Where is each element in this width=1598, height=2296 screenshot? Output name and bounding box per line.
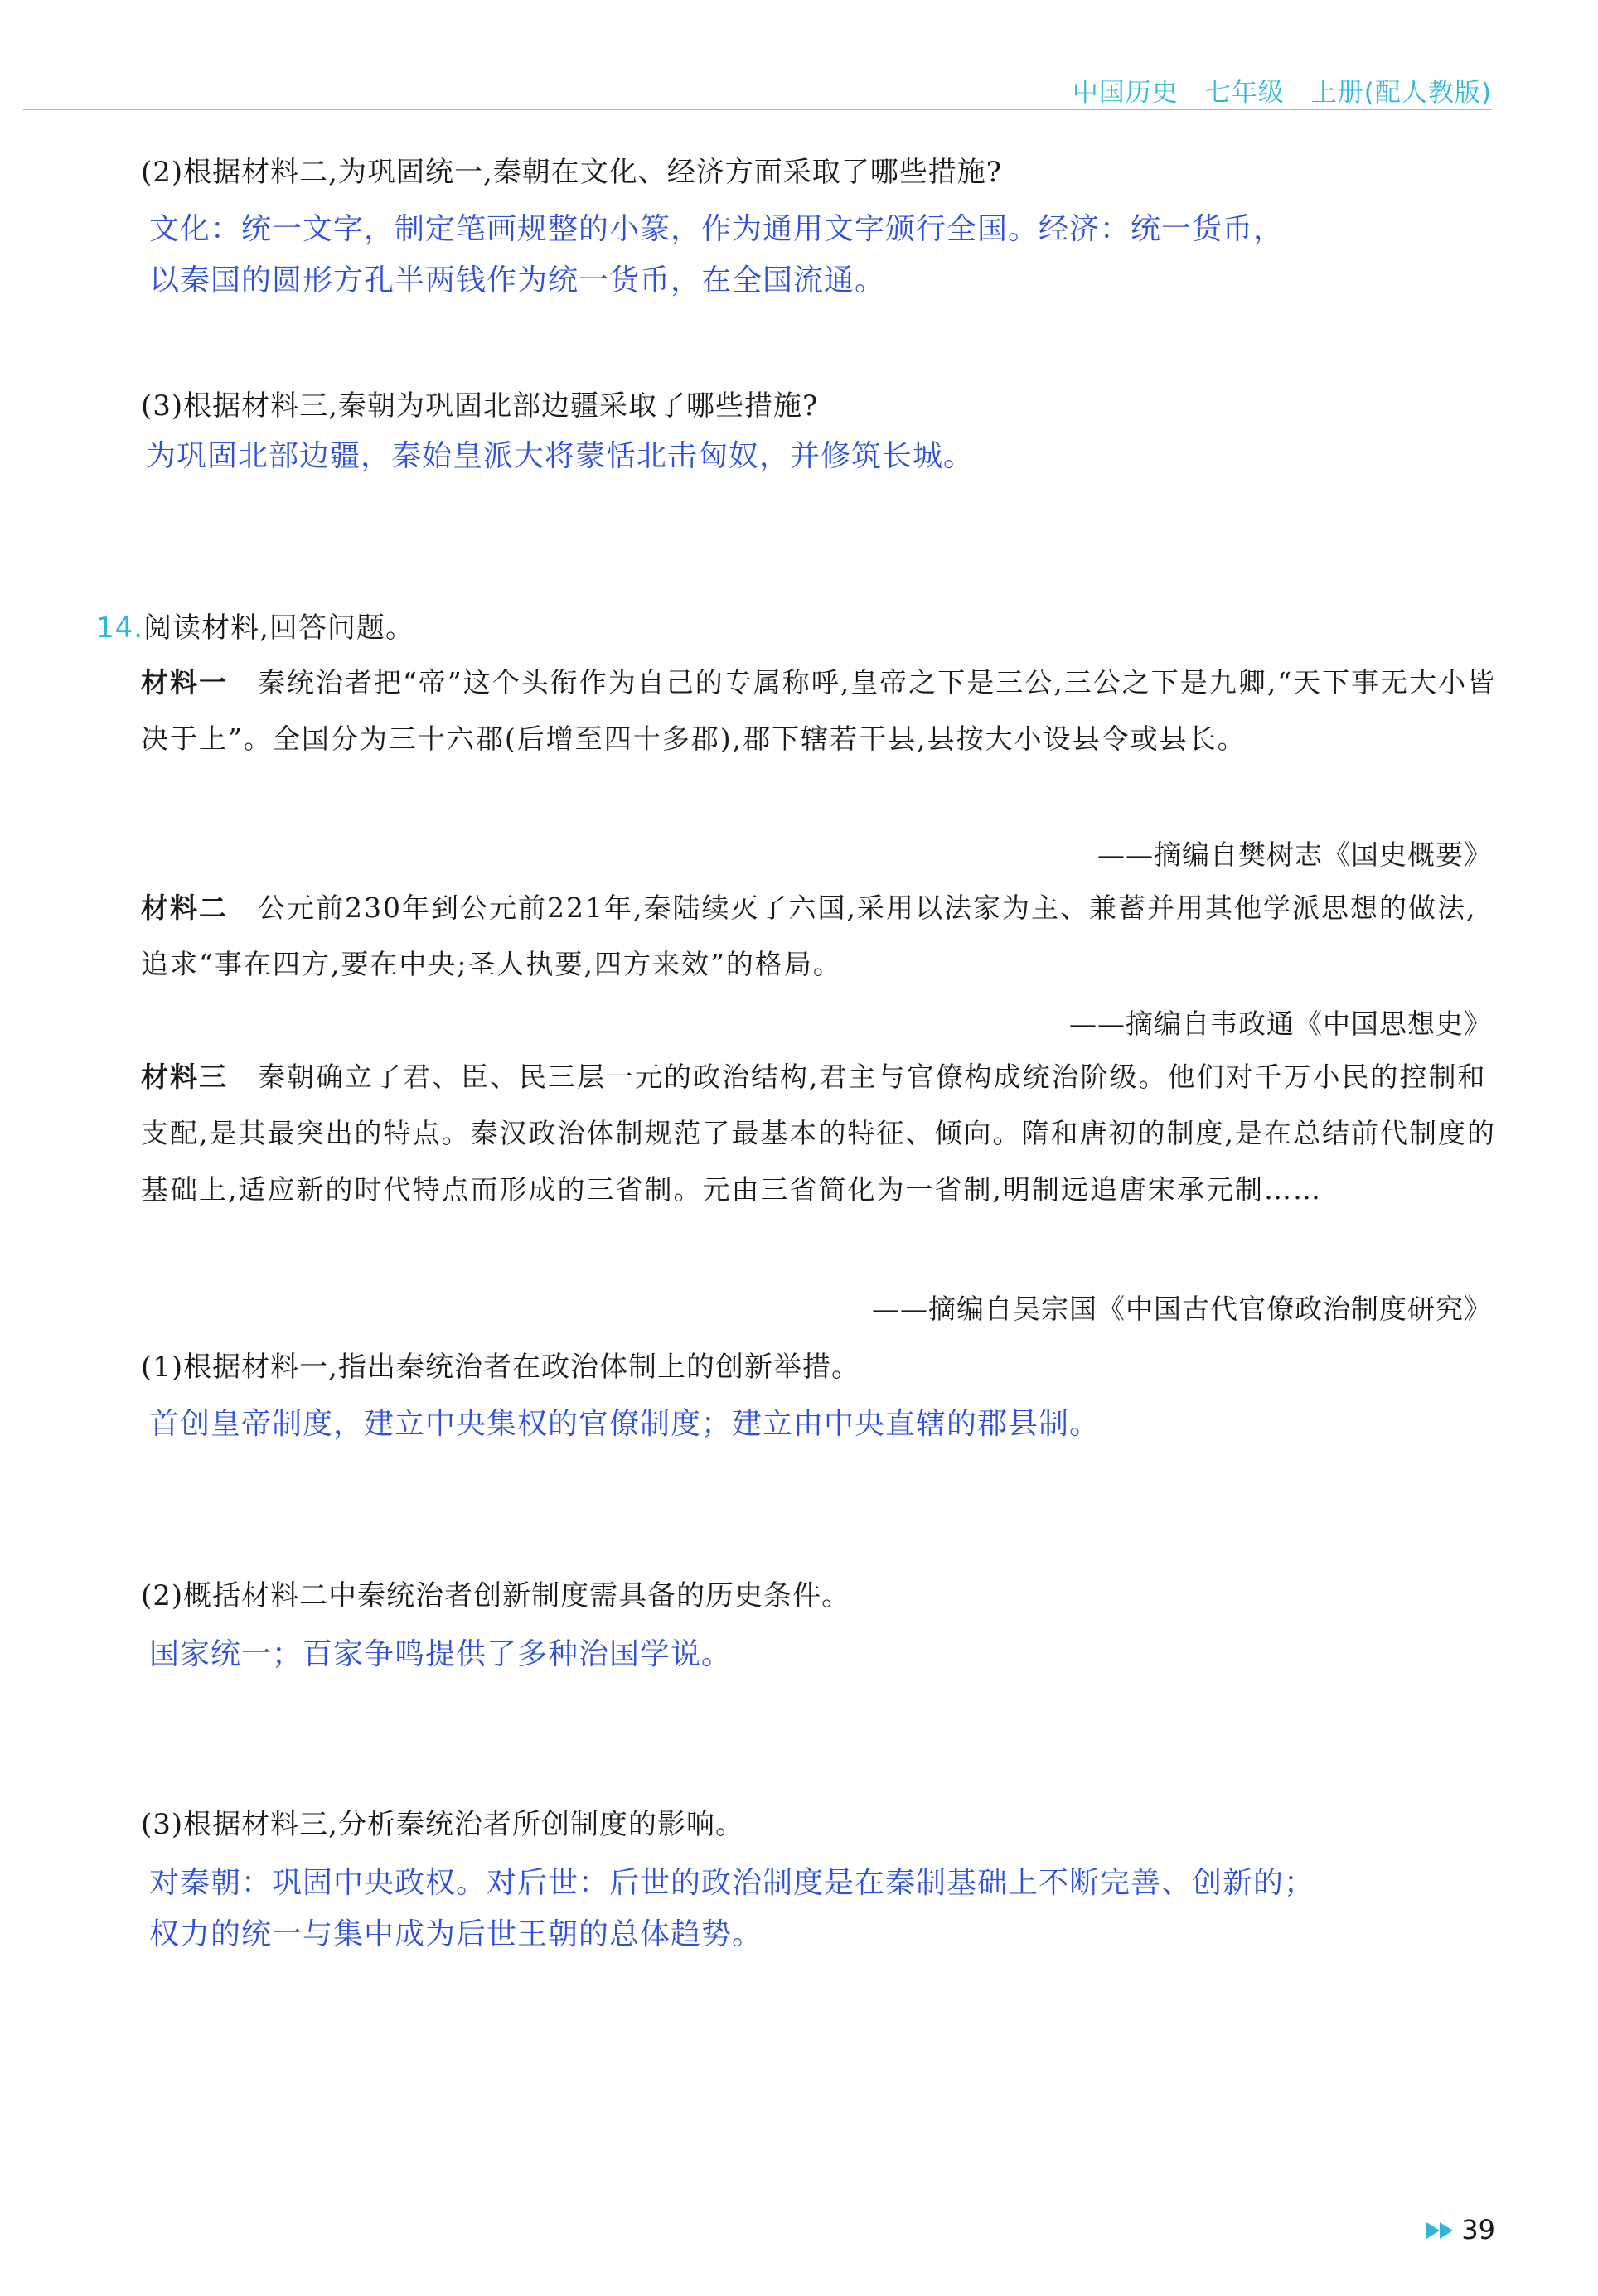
page-number: 39 (1461, 2214, 1495, 2245)
question-13-2: (2)根据材料二,为巩固统一,秦朝在文化、经济方面采取了哪些措施? (141, 156, 1003, 189)
answer-14-1: 首创皇帝制度，建立中央集权的官僚制度；建立由中央直辖的郡县制。 (149, 1407, 1101, 1441)
material-2-label: 材料二 (141, 892, 228, 924)
material-3-text: 秦朝确立了君、臣、民三层一元的政治结构,君主与官僚构成统治阶级。他们对千万小民的控制和支配,是其最突出的特点。秦汉政治体制规范了最基本的特征、倾向。隋和唐初的制度,是在总结前代制度的基础上,适应新的时代特点而形成的三省制。元由三省简化为一省制,明制远追唐宋承元制…… (141, 1061, 1496, 1206)
material-3-source: ——摘编自吴宗国《中国古代官僚政治制度研究》 (872, 1293, 1492, 1325)
question-14-header (96, 605, 414, 645)
header-divider (23, 109, 1492, 110)
material-3-label: 材料三 (141, 1061, 228, 1093)
question-13-3: (3)根据材料三,秦朝为巩固北部边疆采取了哪些措施? (141, 389, 819, 423)
answer-14-3-line1: 对秦朝：巩固中央政权。对后世：后世的政治制度是在秦制基础上不断完善、创新的； (149, 1866, 1315, 1900)
double-arrow-right-icon (1426, 2221, 1458, 2240)
question-number: 14. (96, 611, 144, 645)
answer-14-3-line2: 权力的统一与集中成为后世王朝的总体趋势。 (149, 1917, 763, 1951)
question-prompt: 阅读材料,回答问题。 (143, 611, 414, 645)
question-14-2: (2)概括材料二中秦统治者创新制度需具备的历史条件。 (141, 1579, 851, 1612)
material-1 (141, 655, 1500, 767)
material-2-text: 公元前230年到公元前221年,秦陆续灭了六国,采用以法家为主、兼蓄并用其他学派思想的做法,追求“事在四方,要在中央;圣人执要,四方来效”的格局。 (141, 892, 1477, 980)
answer-14-2: 国家统一；百家争鸣提供了多种治国学说。 (149, 1637, 733, 1671)
material-2-source: ——摘编自韦政通《中国思想史》 (1069, 1008, 1492, 1040)
page-footer (1426, 2214, 1495, 2245)
header-title: 中国历史 七年级 上册(配人教版) (1072, 78, 1492, 108)
material-2 (141, 880, 1500, 993)
question-14-3: (3)根据材料三,分析秦统治者所创制度的影响。 (141, 1808, 744, 1841)
answer-13-2-line2: 以秦国的圆形方孔半两钱作为统一货币，在全国流通。 (149, 263, 886, 297)
page-header (0, 65, 1492, 106)
material-3 (141, 1049, 1500, 1218)
material-1-source: ——摘编自樊树志《国史概要》 (1097, 839, 1492, 871)
answer-13-2-line1: 文化：统一文字，制定笔画规整的小篆，作为通用文字颁行全国。经济：统一货币， (149, 212, 1285, 246)
material-1-text: 秦统治者把“帝”这个头衔作为自己的专属称呼,皇帝之下是三公,三公之下是九卿,“天下事无大小皆决于上”。全国分为三十六郡(后增至四十多郡),郡下辖若干县,县按大小设县令或县长。 (141, 666, 1497, 755)
material-1-label: 材料一 (141, 666, 228, 698)
question-14-1: (1)根据材料一,指出秦统治者在政治体制上的创新举措。 (141, 1351, 860, 1384)
answer-13-3: 为巩固北部边疆，秦始皇派大将蒙恬北击匈奴，并修筑长城。 (146, 439, 975, 473)
